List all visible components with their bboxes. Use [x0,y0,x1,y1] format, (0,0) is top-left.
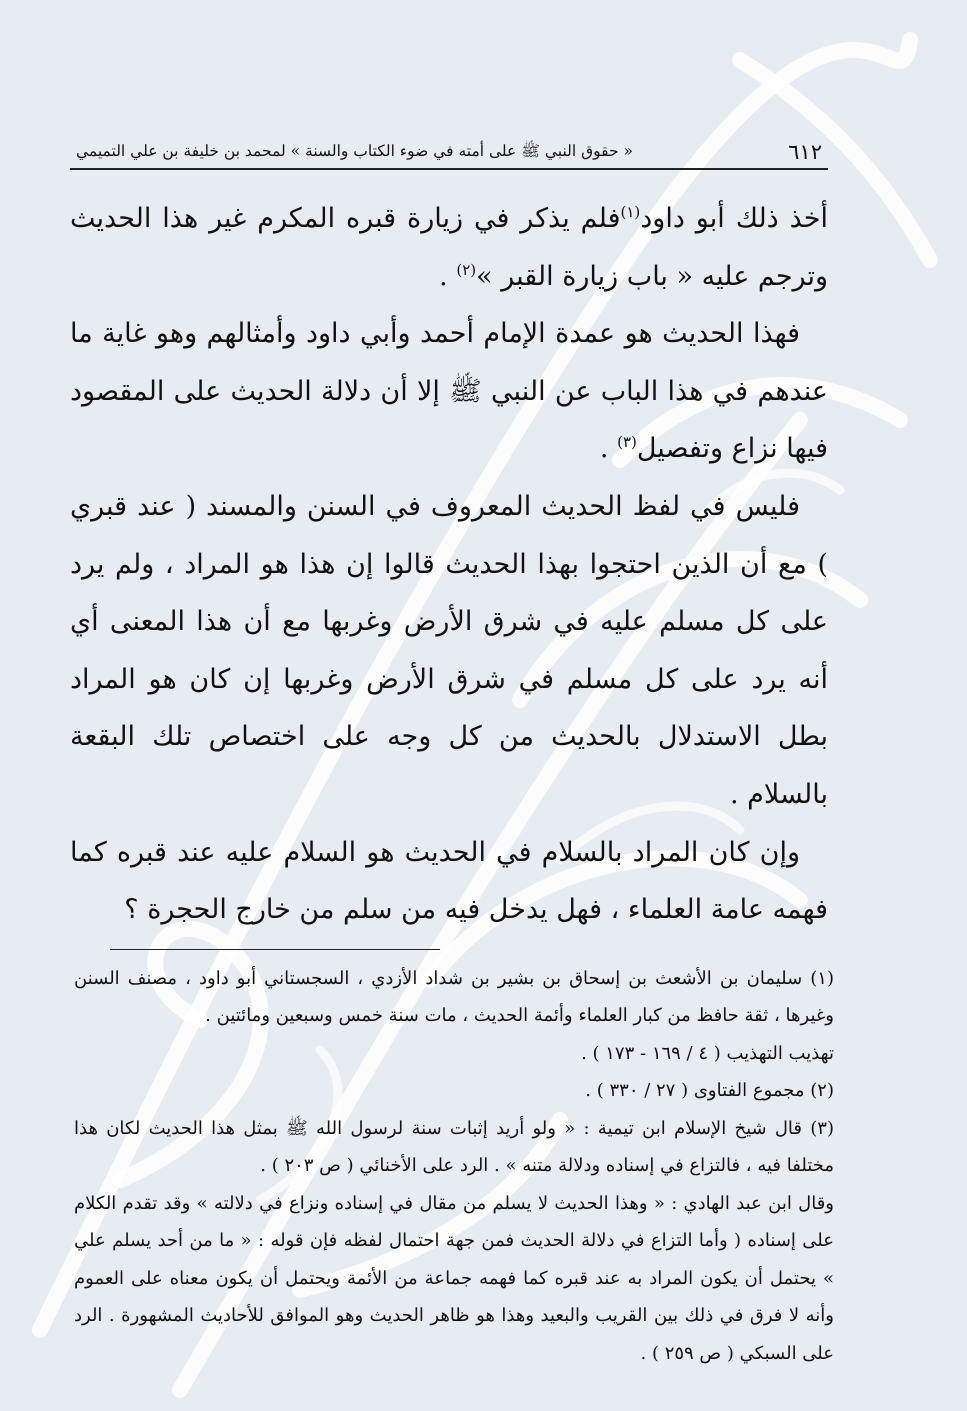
footnote-ref-2: (٢) [456,260,477,279]
footnotes [74,960,834,1373]
footnote-2: (٢) مجموع الفتاوى ( ٢٧ / ٣٣٠ ) . [585,1080,834,1102]
footnote-3-continuation: وقال ابن عبد الهادي : « وهذا الحديث لا يسلم من مقال في إسناده ونزاع في دلالته » وقد تقدم الكلام على إسناده ( وأما التزاع في دلالة الحديث فمن جهة احتمال لفظه فإن قوله : « ما من أحد يسلم علي » يحتمل أن يكون المراد به عند قبره كما فهمه جماعة من الأئمة ويحتمل أن يكون معناه على العموم وأنه لا فرق في ذلك بين القريب والبعيد وهذا هو ظاهر الحديث وهو الموافق للأحاديث المشهورة . الرد على السبكي ( ص ٢٥٩ ) . [74,1192,834,1364]
paragraph-2-text: فهذا الحديث هو عمدة الإمام أحمد وأبي داود وأمثالهم وهو غاية ما عندهم في هذا الباب عن النبي ﷺ إلا أن دلالة الحديث على المقصود فيها نزاع وتفصيل [70,318,828,465]
running-title: « حقوق النبي ﷺ على أمته في ضوء الكتاب والسنة » لمحمد بن خليفة بن علي التميمي [76,142,633,160]
paragraph-1-text-2: فلم يذكر في زيارة قبره المكرم غير هذا الحديث وترجم عليه « باب زيارة القبر » [70,203,828,292]
paragraph-3: فليس في لفظ الحديث المعروف في السنن والمسند ( عند قبري ) مع أن الذين احتجوا بهذا الحديث قالوا إن هذا هو المراد ، ولم يرد على كل مسلم عليه في شرق الأرض وغربها مع أن هذا المعنى أي أنه يرد على كل مسلم في شرق الأرض وغربها إن كان هو المراد بطل الاستدلال بالحديث من كل وجه على اختصاص تلك البقعة بالسلام . [70,490,828,810]
paragraph-1-end: . [439,260,457,292]
page-content [70,130,834,1372]
paragraph-4: وإن كان المراد بالسلام في الحديث هو السلام عليه عند قبره كما فهمه عامة العلماء ، فهل يدخل فيه من سلم من خارج الحجرة ؟ [70,836,828,926]
footnote-ref-3: (٣) [617,433,637,452]
page-number: ٦١٢ [788,140,822,164]
footnote-separator [110,949,440,950]
main-text [70,190,828,939]
footnote-1: (١) سليمان بن الأشعث بن إسحاق بن بشير بن شداد الأزدي ، السجستاني أبو داود ، مصنف السنن وغيرها ، ثقة حافظ من كبار العلماء وأئمة الحديث ، مات سنة خمس وسبعين ومائتين . [74,967,834,1027]
footnote-3: (٣) قال شيخ الإسلام ابن تيمية : « ولو أريد إثبات سنة لرسول الله ﷺ بمثل هذا الحديث لكان هذا مختلفا فيه ، فالتزاع في إسناده ودلالة متنه » . الرد على الأخنائي ( ص ٢٠٣ ) . [74,1117,834,1177]
page-header [70,130,828,170]
paragraph-1 [70,190,828,305]
footnote-ref-1: (١) [620,203,641,221]
paragraph-1-text: أخذ ذلك أبو داود [640,203,829,234]
footnote-1-source: تهذيب التهذيب ( ٤ / ١٦٩ - ١٧٣ ) . [581,1042,834,1064]
paragraph-2-end: . [599,433,618,465]
paragraph-2 [70,305,828,478]
